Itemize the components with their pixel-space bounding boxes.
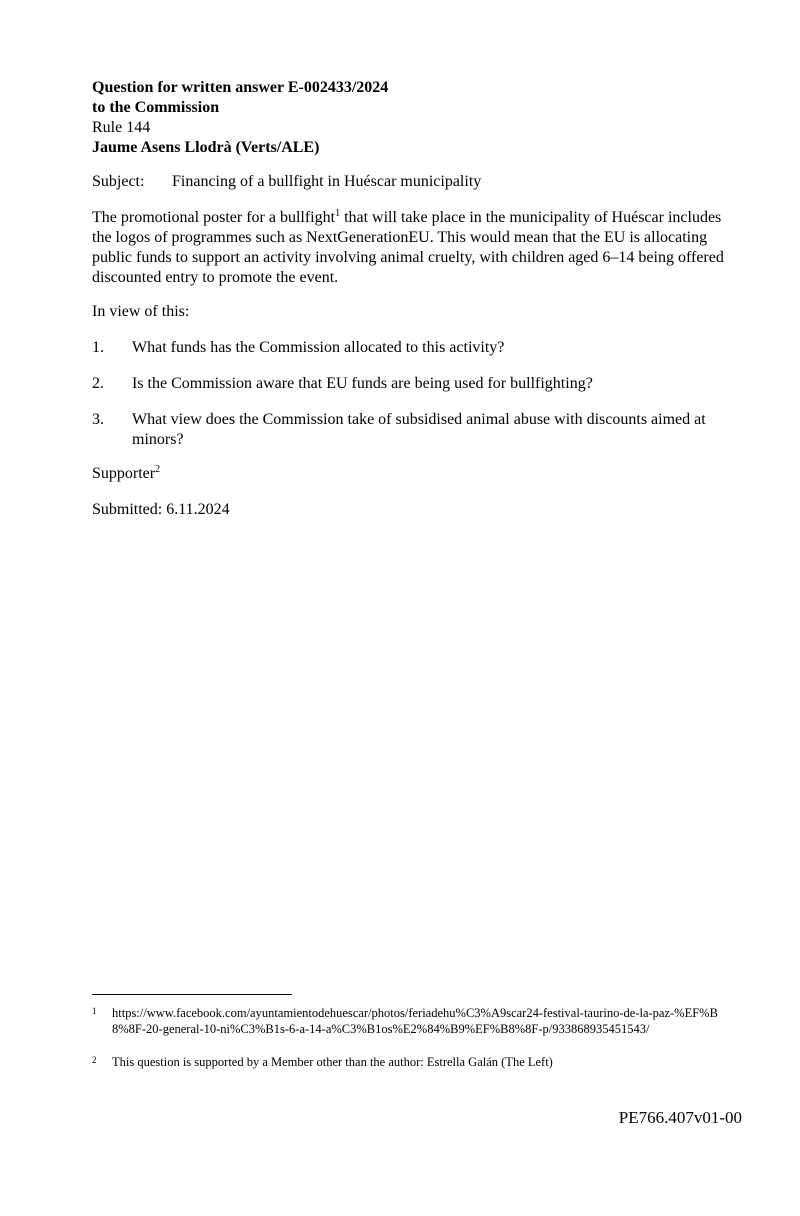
- footnote-link[interactable]: https://www.facebook.com/ayuntamientodehuescar/photos/feriadehu%C3%A9scar24-festival-taurino-de-la-paz-%EF%B8%8F-20-general-10-ni%C3%B1s-6-a-14-a%C3%B1os%E2%84%B9%EF%B8%8F-p/933868935451543/: [112, 1006, 718, 1036]
- footnote-number: 2: [92, 1055, 97, 1065]
- question-number-label: 3.: [92, 411, 104, 428]
- addressee: to the Commission: [92, 99, 220, 116]
- footnote-text: This question is supported by a Member other than the author: Estrella Galán (The Left): [112, 1055, 553, 1069]
- footnote-ref-1[interactable]: 1: [335, 208, 341, 219]
- supporter-line: [92, 464, 160, 484]
- question-text: What view does the Commission take of subsidised animal abuse with discounts aimed at minors?: [132, 411, 706, 448]
- rule-reference: Rule 144: [92, 119, 151, 136]
- question-header: [92, 78, 732, 158]
- footnote-ref-2[interactable]: 2: [155, 464, 161, 475]
- supporter-label: Supporter: [92, 465, 156, 482]
- body-paragraph: [92, 208, 732, 288]
- body-text-part1: The promotional poster for a bullfight: [92, 209, 336, 226]
- author: Jaume Asens Llodrà (Verts/ALE): [92, 139, 320, 156]
- subject-text: Financing of a bullfight in Huéscar municipality: [172, 173, 482, 190]
- question-text: Is the Commission aware that EU funds are being used for bullfighting?: [132, 375, 593, 392]
- in-view-text: In view of this:: [92, 303, 190, 320]
- question-number: Question for written answer E-002433/2024: [92, 79, 389, 96]
- question-number-label: 1.: [92, 339, 104, 356]
- question-text: What funds has the Commission allocated to this activity?: [132, 339, 505, 356]
- question-number-label: 2.: [92, 375, 104, 392]
- footnote-divider: [92, 994, 292, 995]
- submitted-date: Submitted: 6.11.2024: [92, 501, 230, 518]
- document-reference: PE766.407v01-00: [618, 1108, 742, 1127]
- body-text-part2: that will take place in the municipality of Huéscar includes the logos of programmes such as NextGenerationEU. This would mean that the EU is allocating public funds to support an activity involving animal cruelty, with children aged 6–14 being offered discounted entry to promote the event.: [92, 209, 724, 286]
- subject-line: [92, 172, 732, 192]
- footnote-number: 1: [92, 1006, 97, 1016]
- subject-label: Subject:: [92, 173, 145, 190]
